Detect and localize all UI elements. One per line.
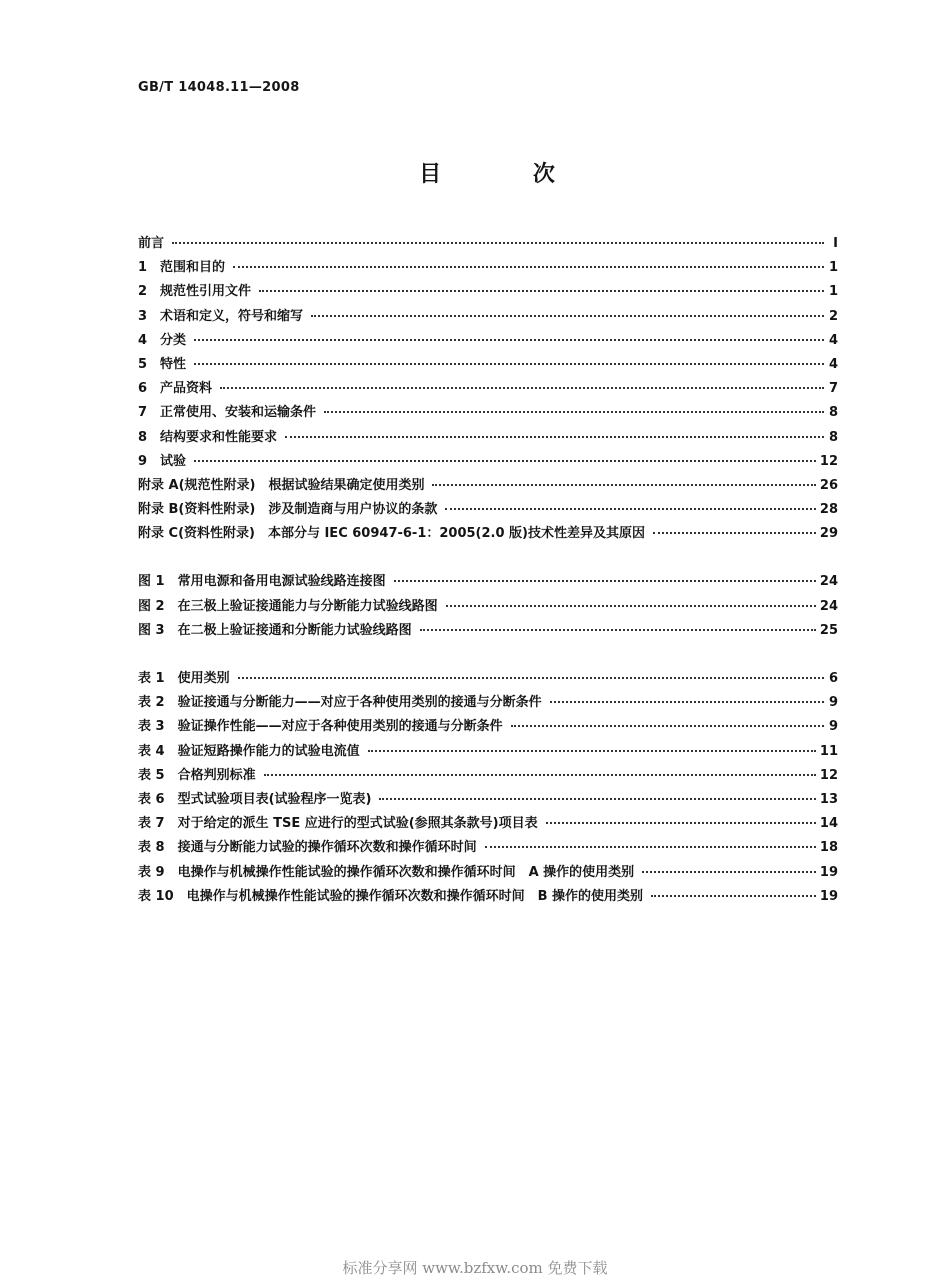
toc-entry-page: 11 bbox=[819, 743, 838, 759]
toc-dot-leader bbox=[546, 821, 816, 824]
toc-dot-leader bbox=[368, 749, 816, 752]
toc-entry-label: 表 3 验证操作性能——对应于各种使用类别的接通与分断条件 bbox=[138, 719, 503, 735]
toc-entry[interactable] bbox=[138, 788, 838, 812]
table-of-contents bbox=[138, 232, 838, 909]
toc-entry-page: 4 bbox=[828, 356, 838, 372]
toc-dot-leader bbox=[446, 604, 816, 607]
toc-entry[interactable] bbox=[138, 861, 838, 885]
toc-entry[interactable] bbox=[138, 715, 838, 739]
toc-entry-label: 9 试验 bbox=[138, 453, 187, 469]
standard-code: GB/T 14048.11—2008 bbox=[138, 80, 300, 95]
toc-dot-leader bbox=[485, 845, 816, 848]
toc-entry-page: 14 bbox=[819, 816, 838, 832]
toc-dot-leader bbox=[194, 338, 824, 341]
toc-entry-label: 6 产品资料 bbox=[138, 381, 213, 397]
toc-entry-page: 24 bbox=[819, 598, 838, 614]
toc-entry-label: 表 1 使用类别 bbox=[138, 671, 230, 686]
toc-dot-leader bbox=[445, 507, 816, 510]
toc-entry-page: 8 bbox=[828, 429, 838, 445]
toc-dot-leader bbox=[394, 579, 816, 582]
toc-dot-leader bbox=[264, 773, 816, 776]
toc-entry[interactable] bbox=[138, 570, 838, 594]
toc-entry[interactable] bbox=[138, 256, 838, 280]
toc-entry-label: 图 1 常用电源和备用电源试验线路连接图 bbox=[138, 574, 386, 590]
toc-entry-page: Ⅰ bbox=[833, 236, 838, 251]
toc-entry-page: 24 bbox=[819, 574, 838, 590]
toc-entry[interactable] bbox=[138, 450, 838, 474]
toc-dot-leader bbox=[420, 628, 816, 631]
toc-entry-page: 29 bbox=[819, 526, 838, 542]
toc-entry[interactable] bbox=[138, 812, 838, 836]
toc-dot-leader bbox=[379, 797, 815, 800]
toc-entry-label: 表 9 电操作与机械操作性能试验的操作循环次数和操作循环时间 A 操作的使用类别 bbox=[138, 864, 635, 880]
toc-dot-leader bbox=[259, 289, 824, 292]
toc-entry[interactable] bbox=[138, 280, 838, 304]
toc-entry-page: 26 bbox=[819, 477, 838, 493]
toc-entry-page: 8 bbox=[828, 405, 838, 421]
toc-entry[interactable] bbox=[138, 740, 838, 764]
toc-entry[interactable] bbox=[138, 474, 838, 498]
toc-entry-label: 附录 A(规范性附录) 根据试验结果确定使用类别 bbox=[138, 477, 425, 493]
toc-tables-group bbox=[138, 667, 838, 909]
toc-entry-page: 13 bbox=[819, 791, 838, 807]
toc-entry-page: 25 bbox=[819, 622, 838, 638]
toc-entry-page: 7 bbox=[828, 381, 838, 397]
toc-entry-page: 9 bbox=[828, 719, 838, 735]
toc-entry[interactable] bbox=[138, 353, 838, 377]
toc-entry-label: 图 2 在三极上验证接通能力与分断能力试验线路图 bbox=[138, 598, 438, 614]
toc-entry-label: 表 10 电操作与机械操作性能试验的操作循环次数和操作循环时间 B 操作的使用类别 bbox=[138, 888, 644, 904]
toc-entry-label: 表 5 合格判别标准 bbox=[138, 767, 256, 783]
toc-entry[interactable] bbox=[138, 329, 838, 353]
toc-entry-label: 表 7 对于给定的派生 TSE 应进行的型式试验(参照其条款号)项目表 bbox=[138, 816, 538, 832]
toc-dot-leader bbox=[285, 435, 824, 438]
toc-dot-leader bbox=[651, 894, 816, 897]
toc-entry-label: 1 范围和目的 bbox=[138, 260, 226, 276]
toc-entry-label: 3 术语和定义，符号和缩写 bbox=[138, 308, 304, 324]
toc-entry-label: 表 6 型式试验项目表(试验程序一览表) bbox=[138, 791, 372, 807]
toc-entry[interactable] bbox=[138, 885, 838, 909]
toc-entry[interactable] bbox=[138, 619, 838, 643]
toc-entry[interactable] bbox=[138, 377, 838, 401]
footer-watermark: 标准分享网 www.bzfxw.com 免费下载 bbox=[342, 1259, 608, 1277]
toc-entry-label: 7 正常使用、安装和运输条件 bbox=[138, 405, 317, 421]
toc-entry-label: 4 分类 bbox=[138, 332, 187, 348]
toc-entry-page: 6 bbox=[828, 671, 838, 686]
toc-entry-page: 9 bbox=[828, 695, 838, 711]
toc-entry-label: 表 4 验证短路操作能力的试验电流值 bbox=[138, 743, 360, 759]
page-title: 目 次 bbox=[419, 162, 597, 187]
toc-entry-label: 表 8 接通与分断能力试验的操作循环次数和操作循环时间 bbox=[138, 840, 477, 856]
toc-entry-page: 1 bbox=[828, 260, 838, 276]
toc-entry-page: 2 bbox=[828, 308, 838, 324]
toc-entry[interactable] bbox=[138, 595, 838, 619]
toc-entry-label: 前言 bbox=[138, 236, 165, 251]
toc-entry[interactable] bbox=[138, 401, 838, 425]
toc-dot-leader bbox=[220, 386, 824, 389]
toc-entry-page: 12 bbox=[819, 453, 838, 469]
toc-entry[interactable] bbox=[138, 764, 838, 788]
toc-entry-page: 19 bbox=[819, 888, 838, 904]
toc-entry[interactable] bbox=[138, 305, 838, 329]
toc-entry[interactable] bbox=[138, 522, 838, 546]
toc-dot-leader bbox=[642, 870, 816, 873]
toc-entry-page: 19 bbox=[819, 864, 838, 880]
toc-dot-leader bbox=[194, 362, 824, 365]
toc-entry[interactable] bbox=[138, 426, 838, 450]
toc-dot-leader bbox=[238, 676, 824, 679]
toc-entry-label: 8 结构要求和性能要求 bbox=[138, 429, 278, 445]
toc-dot-leader bbox=[311, 314, 824, 317]
toc-entry-label: 附录 C(资料性附录) 本部分与 IEC 60947-6-1：2005(2.0 版)技术性差异及其原因 bbox=[138, 526, 645, 542]
toc-dot-leader bbox=[233, 265, 824, 268]
toc-entry-page: 1 bbox=[828, 284, 838, 300]
toc-dot-leader bbox=[511, 724, 824, 727]
toc-dot-leader bbox=[172, 241, 824, 244]
toc-entry-label: 5 特性 bbox=[138, 356, 187, 372]
toc-entry-label: 表 2 验证接通与分断能力——对应于各种使用类别的接通与分断条件 bbox=[138, 695, 542, 711]
toc-dot-leader bbox=[550, 700, 824, 703]
toc-entry[interactable] bbox=[138, 498, 838, 522]
toc-dot-leader bbox=[324, 410, 824, 413]
toc-dot-leader bbox=[432, 483, 815, 486]
toc-entry-page: 18 bbox=[819, 840, 838, 856]
toc-entry-page: 4 bbox=[828, 332, 838, 348]
toc-entry[interactable] bbox=[138, 691, 838, 715]
toc-figures-group bbox=[138, 570, 838, 643]
toc-entry-page: 12 bbox=[819, 767, 838, 783]
toc-entry-page: 28 bbox=[819, 502, 838, 518]
toc-dot-leader bbox=[653, 531, 816, 534]
toc-entry-label: 图 3 在二极上验证接通和分断能力试验线路图 bbox=[138, 622, 412, 638]
toc-main-group bbox=[138, 232, 838, 546]
toc-entry[interactable] bbox=[138, 836, 838, 860]
toc-entry-label: 附录 B(资料性附录) 涉及制造商与用户协议的条款 bbox=[138, 502, 438, 518]
toc-entry[interactable] bbox=[138, 667, 838, 691]
toc-entry-label: 2 规范性引用文件 bbox=[138, 284, 252, 300]
toc-entry[interactable] bbox=[138, 232, 838, 256]
toc-dot-leader bbox=[194, 459, 816, 462]
